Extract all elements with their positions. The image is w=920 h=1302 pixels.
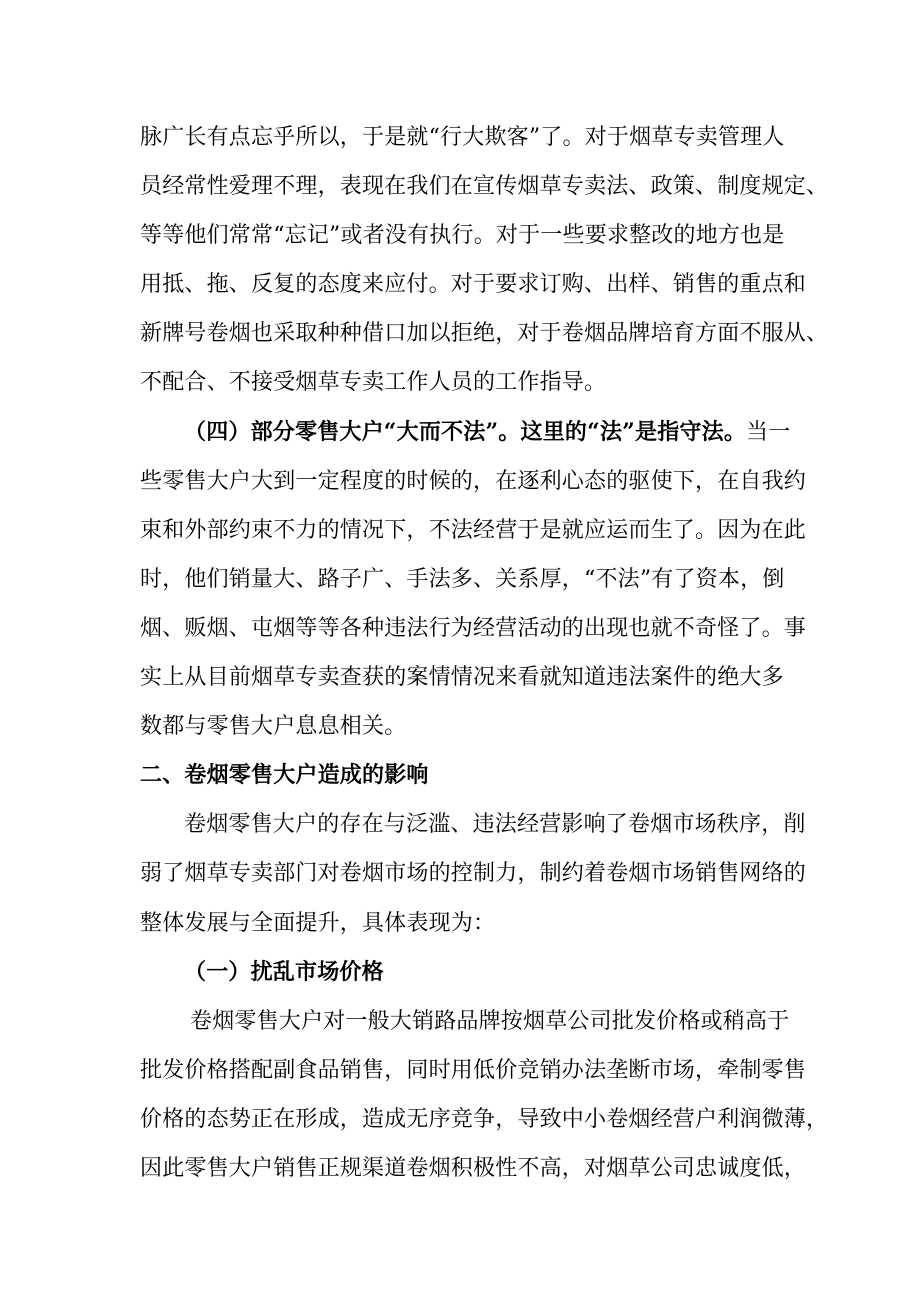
bold-lead-text: （四）部分零售大户“大而不法”。这里的“法”是指守法。 [184,418,747,445]
paragraph-line: 弱了烟草专卖部门对卷烟市场的控制力，制约着卷烟市场销售网络的 [140,861,807,887]
paragraph-line: 些零售大户大到一定程度的时候的，在逐利心态的驱使下，在自我约 [140,468,807,494]
subsection-heading: （一）扰乱市场价格 [184,958,384,985]
paragraph-line: 价格的态势正在形成，造成无序竞争，导致中小卷烟经营户利润微薄， [140,1106,829,1132]
section-heading: 二、卷烟零售大户造成的影响 [140,762,429,789]
document-body [140,113,829,1193]
paragraph-line: 数都与零售大户息息相关。 [140,714,407,740]
paragraph-line: 新牌号卷烟也采取种种借口加以拒绝，对于卷烟品牌培育方面不服从、 [140,321,829,347]
paragraph-line: 员经常性爱理不理，表现在我们在宣传烟草专卖法、政策、制度规定、 [140,174,829,200]
paragraph-line: 因此零售大户销售正规渠道卷烟积极性不高，对烟草公司忠诚度低， [140,1155,807,1181]
paragraph-line: 整体发展与全面提升，具体表现为： [140,910,496,936]
paragraph-line: 束和外部约束不力的情况下，不法经营于是就应运而生了。因为在此 [140,517,807,543]
paragraph-line: 卷烟零售大户对一般大销路品牌按烟草公司批发价格或稍高于 [190,1008,790,1034]
paragraph-line: 卷烟零售大户的存在与泛滥、违法经营影响了卷烟市场秩序，削 [184,812,806,838]
paragraph-continuation: 当一 [746,419,791,445]
paragraph-line: 脉广长有点忘乎所以，于是就“行大欺客”了。对于烟草专卖管理人 [140,125,785,150]
paragraph-line: 实上从目前烟草专卖查获的案情情况来看就知道违法案件的绝大多 [140,665,784,691]
paragraph-line: 时，他们销量大、路子广、手法多、关系厚，“不法”有了资本，倒 [140,566,785,592]
paragraph-line: 不配合、不接受烟草专卖工作人员的工作指导。 [140,370,607,396]
paragraph-line: 用抵、拖、反复的态度来应付。对于要求订购、出样、销售的重点和 [140,272,807,298]
paragraph-line: 等等他们常常“忘记”或者没有执行。对于一些要求整改的地方也是 [140,223,785,249]
paragraph-line: 批发价格搭配副食品销售，同时用低价竞销办法垄断市场，牵制零售 [140,1057,807,1083]
paragraph-line: 烟、贩烟、屯烟等等各种违法行为经营活动的出现也就不奇怪了。事 [140,615,807,641]
paragraph-heading-line [140,408,790,457]
